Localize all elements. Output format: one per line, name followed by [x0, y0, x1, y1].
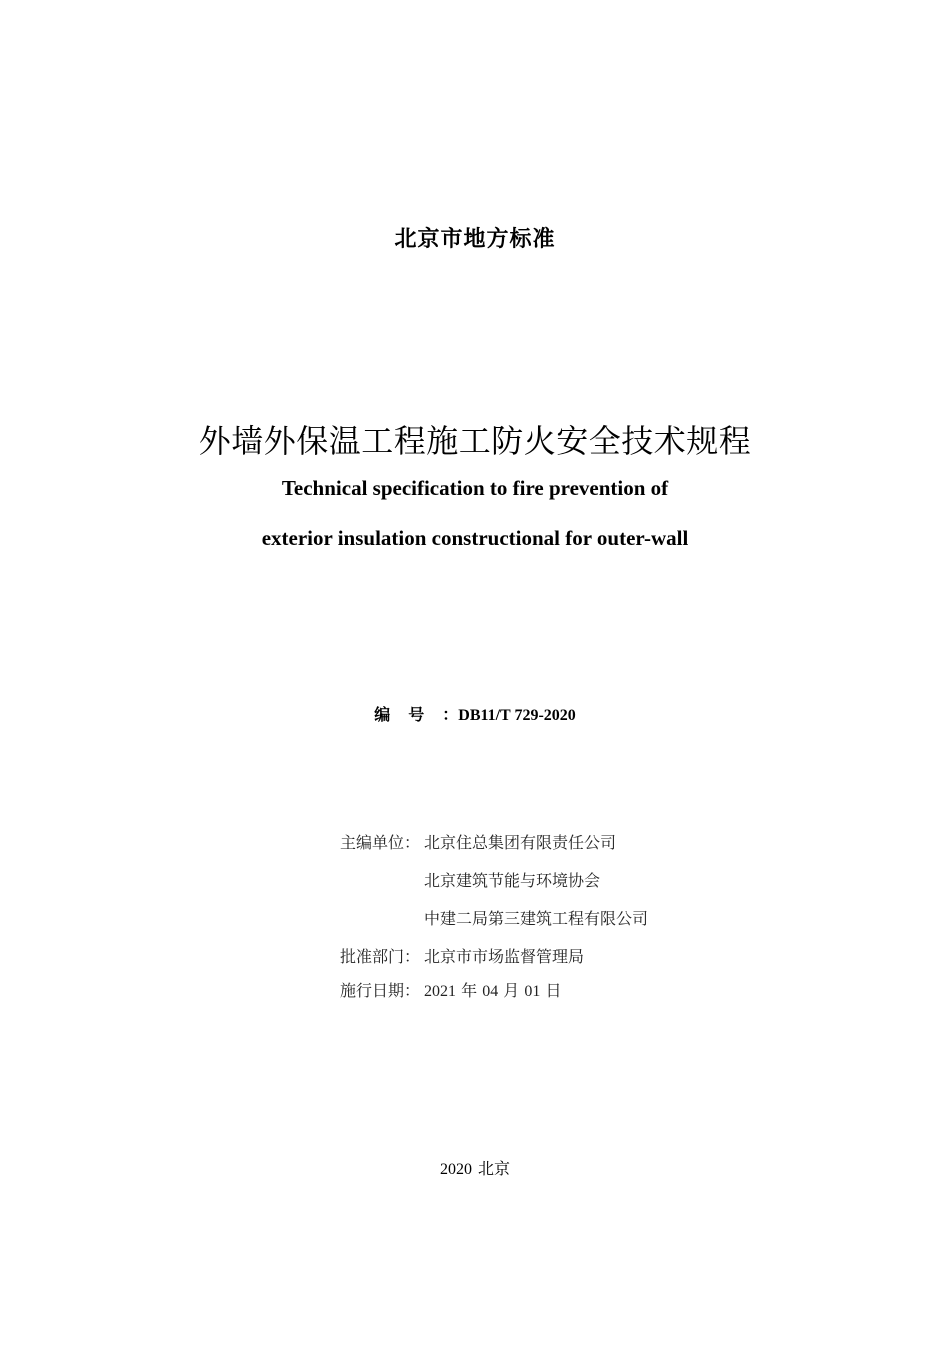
approver-name: 北京市市场监督管理局	[424, 947, 585, 966]
publication-year: 2020	[439, 1161, 472, 1178]
editor-name: 北京住总集团有限责任公司	[424, 833, 617, 852]
editor-row-2	[424, 868, 600, 891]
standard-number-separator: ：	[442, 705, 459, 724]
effective-year: 2021	[424, 983, 456, 1000]
english-title-line-1: Technical specification to fire prevention of	[281, 476, 669, 500]
chinese-title: 外墙外保温工程施工防火安全技术规程	[198, 422, 752, 460]
day-char: 日	[540, 981, 562, 1000]
editor-name: 北京建筑节能与环境协会	[424, 871, 601, 890]
effective-date-row	[340, 978, 561, 1001]
effective-date-label: 施行日期：	[340, 981, 421, 1000]
approver-label: 批准部门：	[340, 947, 421, 966]
publication-footer	[0, 1156, 950, 1179]
editor-row-1	[340, 830, 616, 853]
approver-row	[340, 944, 584, 967]
publication-city: 北京	[477, 1159, 510, 1178]
month-char: 月	[498, 981, 525, 1000]
standard-number-value: DB11/T 729-2020	[458, 707, 576, 724]
editor-row-3	[424, 906, 648, 929]
editor-label: 主编单位：	[340, 833, 421, 852]
year-char: 年	[456, 981, 483, 1000]
english-title-line-2: exterior insulation constructional for outer-wall	[261, 526, 689, 550]
effective-month: 04	[482, 983, 499, 1000]
standard-series-label: 北京市地方标准	[394, 227, 556, 252]
editor-name: 中建二局第三建筑工程有限公司	[424, 909, 649, 928]
effective-date	[424, 978, 561, 1001]
effective-day: 01	[524, 983, 541, 1000]
standard-number-label: 编号	[374, 705, 443, 724]
standard-number	[0, 702, 950, 725]
